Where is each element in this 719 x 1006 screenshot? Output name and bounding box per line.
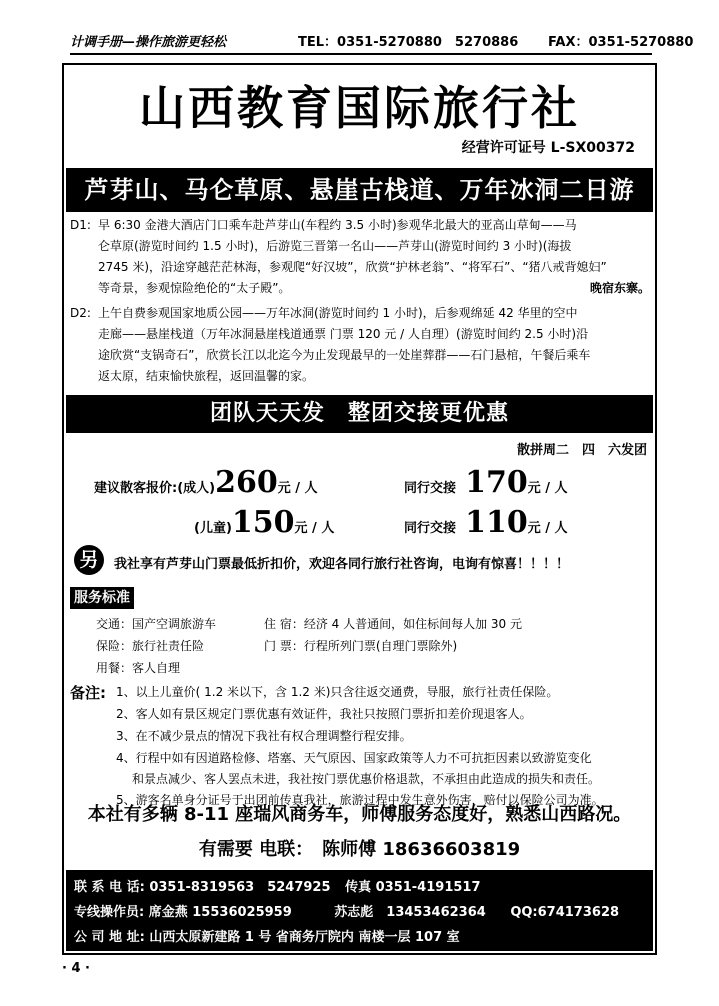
operator-1: 席金燕 15536025959 [148,905,292,920]
service-item: 交通：国产空调旅游车 [96,617,217,631]
contact-phone-row [74,876,481,895]
route-title: 芦芽山、马仑草原、悬崖古栈道、万年冰洞二日游 [66,168,653,212]
day-label: D2: [70,306,91,320]
day-line: 2745 米)，沿途穿越茫茫林海，参观爬“好汉坡”，欣赏“护林老翁”、“将军石”、“猪八戒背媳妇” [98,260,607,274]
child-price-row [194,505,334,540]
fax-label: 传真 [345,880,372,895]
price-unit: 元 / 人 [277,481,318,496]
note-item: 5、游客名单身分证号于出团前传真我社，旅游过程中发生意外伤害，赔付以保险公司为准。 [116,793,604,807]
service-item: 住 宿：经济 4 人普通间，如住标间每人加 30 元 [264,617,522,631]
contact-need: 有需要 电联： 陈师傅 18636603819 [198,839,521,860]
child-label: (儿童) [194,521,232,536]
contact-address-row [74,926,460,945]
itinerary-day-2 [70,303,650,387]
day-line: 途欣赏“支锅奇石”，欣赏长江以北迄今为止发现最早的一处崖葬群——石门悬棺，午餐后乘车 [98,348,591,362]
group-banner: 团队天天发 整团交接更优惠 [66,395,653,433]
service-item: 用餐：客人自理 [96,661,181,675]
service-title: 服务标准 [70,587,134,609]
adult-price: 260 [215,465,278,500]
fleet-ad: 本社有多辆 8-11 座瑞风商务车，师傅服务态度好，熟悉山西路况。 [87,804,632,825]
price-label: 建议散客报价: [94,481,178,496]
trade-adult-price: 170 [465,465,528,500]
trade-label: 同行交接 [404,481,457,496]
header-bar [70,33,694,55]
adult-label: (成人) [177,481,216,496]
notes-title: 备注: [70,684,106,702]
contact-operator-row [74,901,619,920]
day-line: 走廊——悬崖栈道（万年冰洞悬崖栈道通票 门票 120 元 / 人自理）(游览时间约 2.5 小时)沿 [98,327,589,341]
phone-label: 联 系 电 话: [74,880,145,895]
day-line: 上午自费参观国家地质公园——万年冰洞(游览时间约 1 小时)，后参观绵延 42 华里的空中 [98,306,578,320]
note-item: 和景点减少、客人罢点未进，我社按门票优惠价格退款，不承担由此造成的损失和责任。 [132,772,601,786]
child-price: 150 [231,505,295,540]
operator-label: 专线操作员: [74,905,145,920]
ling-badge-icon: 另 [74,545,104,575]
day-line: 返太原，结束愉快旅程，返回温馨的家。 [98,369,315,383]
service-item: 门 票：行程所列门票(自理门票除外) [264,639,458,653]
promo-text: 我社享有芦芽山门票最低折扣价，欢迎各同行旅行社咨询，电询有惊喜！！！！ [114,557,570,572]
departure-days: 散拼周二 四 六发团 [516,443,647,458]
note-item: 2、客人如有景区规定门票优惠有效证件，我社只按照门票折扣差价现退客人。 [116,707,532,721]
day-label: D1: [70,218,91,232]
overnight-note: 晚宿东寨。 [589,281,650,295]
note-item: 3、在不减少景点的情况下我社有权合理调整行程安排。 [116,729,412,743]
contact-box [66,870,653,951]
header-fax: FAX：0351-5270880 [548,35,694,50]
note-item: 4、行程中如有因道路检修、塔塞、天气原因、国家政策等人力不可抗拒因素以致游览变化 [116,751,592,765]
header-tel: TEL：0351-5270880 5270886 [298,35,519,50]
ad-frame [62,63,657,955]
price-unit: 元 / 人 [527,521,568,536]
page-number: · 4 · [62,961,90,976]
address: 山西太原新建路 1 号 省商务厅院内 南楼一层 107 室 [149,930,460,945]
fax-number: 0351-4191517 [375,880,481,895]
trade-child-price: 110 [465,505,528,540]
company-name: 山西教育国际旅行社 [139,81,580,135]
service-item: 保险：旅行社责任险 [96,639,205,653]
header-title: 计调手册—操作旅游更轻松 [70,35,227,50]
operator-2: 苏志彪 13453462364 [334,905,486,920]
trade-label: 同行交接 [404,521,457,536]
license-number: 经营许可证号 L-SX00372 [461,140,635,156]
qq-number: QQ:674173628 [510,905,620,920]
address-label: 公 司 地 址: [74,930,145,945]
day-line: 早 6:30 金港大酒店门口乘车赴芦芽山(车程约 3.5 小时)参观华北最大的亚高山草甸——马 [98,218,577,232]
price-unit: 元 / 人 [527,481,568,496]
note-item: 1、以上儿童价( 1.2 米以下，含 1.2 米)只含往返交通费，导服，旅行社责任保险。 [116,685,559,699]
trade-adult-row [404,465,568,500]
price-unit: 元 / 人 [294,521,335,536]
phone-numbers: 0351-8319563 5247925 [149,880,331,895]
day-line: 等奇景，参观惊险绝伦的“太子殿”。 [98,281,291,295]
trade-child-row [404,505,568,540]
itinerary-day-1 [70,215,650,299]
adult-price-row [94,465,318,500]
day-line: 仑草原(游览时间约 1.5 小时)，后游览三晋第一名山——芦芽山(游览时间约 3 小时)(海拔 [98,239,572,253]
